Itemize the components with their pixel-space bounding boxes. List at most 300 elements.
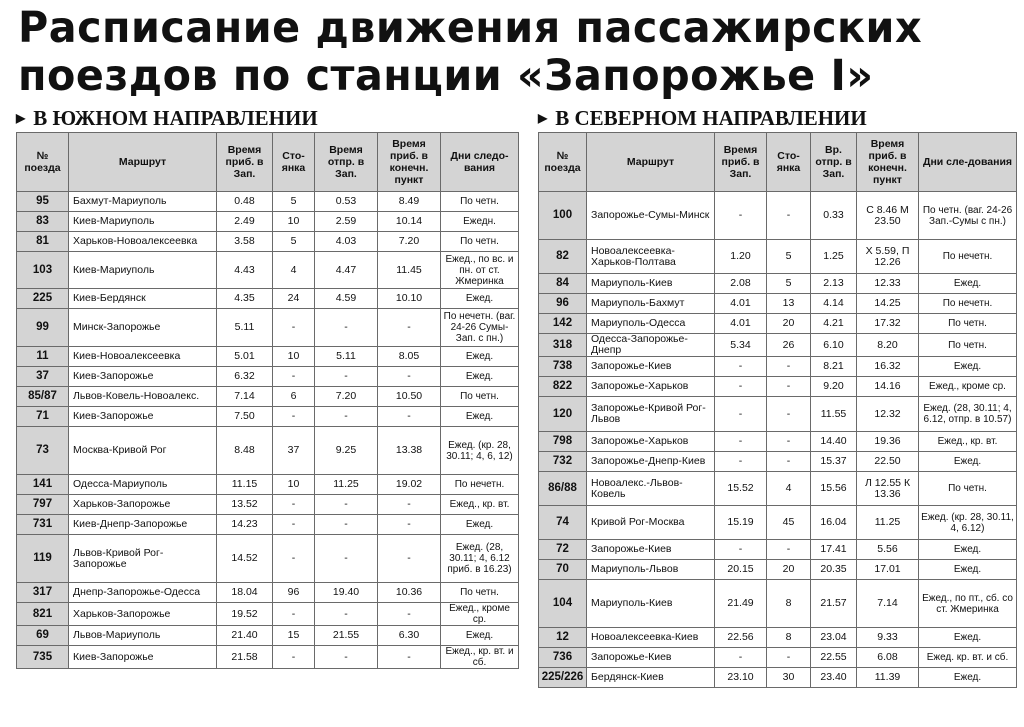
header-route: Маршрут	[69, 133, 217, 192]
cell-route: Харьков-Новоалексеевка	[69, 232, 217, 252]
cell-final-arrival-time: 14.16	[857, 377, 919, 397]
cell-route: Мариуполь-Одесса	[587, 314, 715, 334]
cell-arrival-time: 21.49	[715, 580, 767, 628]
cell-stop-duration: -	[767, 357, 811, 377]
table-row	[17, 515, 519, 535]
cell-stop-duration: -	[767, 192, 811, 240]
cell-days: Ежед.	[441, 367, 519, 387]
cell-departure-time: 23.04	[811, 628, 857, 648]
cell-route: Одесса-Мариуполь	[69, 475, 217, 495]
cell-stop-duration: 96	[273, 583, 315, 603]
cell-route: Запорожье-Кривой Рог-Львов	[587, 397, 715, 432]
header-days: Дни сле-дования	[919, 133, 1017, 192]
table-row	[17, 626, 519, 646]
cell-route: Днепр-Запорожье-Одесса	[69, 583, 217, 603]
cell-final-arrival-time: 8.05	[378, 347, 441, 367]
cell-days: По нечетн.	[919, 240, 1017, 274]
header-departure-time: Время отпр. в Зап.	[315, 133, 378, 192]
cell-departure-time: 9.25	[315, 427, 378, 475]
cell-train-number: 822	[539, 377, 587, 397]
table-row	[17, 475, 519, 495]
cell-train-number: 11	[17, 347, 69, 367]
cell-train-number: 12	[539, 628, 587, 648]
cell-arrival-time: 0.48	[217, 192, 273, 212]
cell-train-number: 72	[539, 540, 587, 560]
triangle-right-icon: ▶	[538, 111, 548, 125]
cell-stop-duration: 30	[767, 668, 811, 688]
cell-stop-duration: 10	[273, 212, 315, 232]
cell-days: Ежед., кр. вт.	[441, 495, 519, 515]
cell-stop-duration: 5	[767, 274, 811, 294]
cell-arrival-time: 2.08	[715, 274, 767, 294]
table-header-row	[539, 133, 1017, 192]
cell-route: Новоалекс.-Львов-Ковель	[587, 472, 715, 506]
cell-train-number: 69	[17, 626, 69, 646]
cell-train-number: 95	[17, 192, 69, 212]
cell-stop-duration: 26	[767, 334, 811, 357]
cell-stop-duration: -	[273, 515, 315, 535]
cell-train-number: 735	[17, 646, 69, 669]
title-line-2: поездов по станции «Запорожье I»	[18, 51, 874, 101]
cell-train-number: 71	[17, 407, 69, 427]
cell-days: Ежед. (28, 30.11; 4, 6.12 приб. в 16.23)	[441, 535, 519, 583]
cell-departure-time: -	[315, 646, 378, 669]
cell-stop-duration: -	[273, 535, 315, 583]
cell-final-arrival-time: 10.36	[378, 583, 441, 603]
south-heading	[16, 104, 518, 132]
cell-departure-time: -	[315, 367, 378, 387]
header-route: Маршрут	[587, 133, 715, 192]
cell-route: Запорожье-Днепр-Киев	[587, 452, 715, 472]
cell-departure-time: 11.55	[811, 397, 857, 432]
cell-route: Киев-Мариуполь	[69, 252, 217, 289]
cell-arrival-time: -	[715, 192, 767, 240]
cell-departure-time: 6.10	[811, 334, 857, 357]
cell-route: Новоалексеевка-Киев	[587, 628, 715, 648]
cell-days: Ежед., кроме ср.	[441, 603, 519, 626]
cell-route: Москва-Кривой Рог	[69, 427, 217, 475]
cell-train-number: 85/87	[17, 387, 69, 407]
cell-train-number: 317	[17, 583, 69, 603]
cell-route: Мариуполь-Киев	[587, 274, 715, 294]
cell-arrival-time: 14.52	[217, 535, 273, 583]
cell-stop-duration: 4	[767, 472, 811, 506]
cell-final-arrival-time: 16.32	[857, 357, 919, 377]
title-line-1: Расписание движения пассажирских	[18, 3, 923, 53]
cell-arrival-time: 5.11	[217, 309, 273, 347]
table-row	[17, 289, 519, 309]
cell-train-number: 119	[17, 535, 69, 583]
cell-route: Одесса-Запорожье-Днепр	[587, 334, 715, 357]
cell-final-arrival-time: -	[378, 367, 441, 387]
cell-stop-duration: 5	[767, 240, 811, 274]
cell-arrival-time: 21.58	[217, 646, 273, 669]
cell-departure-time: -	[315, 495, 378, 515]
cell-arrival-time: 2.49	[217, 212, 273, 232]
table-row	[539, 334, 1017, 357]
table-header-row	[17, 133, 519, 192]
cell-arrival-time: 22.56	[715, 628, 767, 648]
cell-final-arrival-time: 17.32	[857, 314, 919, 334]
cell-arrival-time: 4.01	[715, 314, 767, 334]
cell-stop-duration: 15	[273, 626, 315, 646]
south-direction-section	[16, 104, 518, 669]
cell-train-number: 736	[539, 648, 587, 668]
cell-train-number: 103	[17, 252, 69, 289]
cell-arrival-time: 13.52	[217, 495, 273, 515]
cell-route: Киев-Новоалексеевка	[69, 347, 217, 367]
cell-train-number: 70	[539, 560, 587, 580]
cell-stop-duration: 24	[273, 289, 315, 309]
cell-final-arrival-time: 6.30	[378, 626, 441, 646]
table-row	[539, 240, 1017, 274]
cell-train-number: 821	[17, 603, 69, 626]
cell-route: Мариуполь-Киев	[587, 580, 715, 628]
cell-final-arrival-time: 5.56	[857, 540, 919, 560]
south-heading-text: В ЮЖНОМ НАПРАВЛЕНИИ	[33, 106, 318, 130]
cell-final-arrival-time: -	[378, 535, 441, 583]
cell-departure-time: 2.59	[315, 212, 378, 232]
cell-days: Ежед., кроме ср.	[919, 377, 1017, 397]
cell-departure-time: -	[315, 407, 378, 427]
cell-stop-duration: -	[273, 407, 315, 427]
cell-stop-duration: 8	[767, 628, 811, 648]
cell-train-number: 798	[539, 432, 587, 452]
cell-train-number: 37	[17, 367, 69, 387]
cell-arrival-time: 5.01	[217, 347, 273, 367]
cell-departure-time: 4.59	[315, 289, 378, 309]
cell-train-number: 141	[17, 475, 69, 495]
cell-departure-time: 22.55	[811, 648, 857, 668]
table-row	[17, 192, 519, 212]
cell-train-number: 99	[17, 309, 69, 347]
south-schedule-table	[16, 132, 519, 669]
cell-train-number: 731	[17, 515, 69, 535]
cell-days: Ежед.	[919, 357, 1017, 377]
cell-days: По нечетн. (ваг. 24-26 Сумы-Зап. с пн.)	[441, 309, 519, 347]
table-row	[17, 252, 519, 289]
table-row	[17, 583, 519, 603]
cell-days: Ежед., кр. вт. и сб.	[441, 646, 519, 669]
cell-stop-duration: 5	[273, 192, 315, 212]
cell-final-arrival-time: 9.33	[857, 628, 919, 648]
cell-departure-time: 4.21	[811, 314, 857, 334]
cell-train-number: 142	[539, 314, 587, 334]
cell-days: По четн.	[441, 192, 519, 212]
cell-departure-time: 8.21	[811, 357, 857, 377]
page-title	[18, 4, 968, 100]
table-row	[539, 314, 1017, 334]
cell-departure-time: 1.25	[811, 240, 857, 274]
cell-days: Ежед.	[919, 274, 1017, 294]
table-row	[539, 192, 1017, 240]
cell-arrival-time: 18.04	[217, 583, 273, 603]
cell-arrival-time: -	[715, 377, 767, 397]
cell-arrival-time: 6.32	[217, 367, 273, 387]
table-row	[539, 472, 1017, 506]
table-row	[539, 397, 1017, 432]
cell-days: По четн. (ваг. 24-26 Зап.-Сумы с пн.)	[919, 192, 1017, 240]
table-row	[17, 309, 519, 347]
cell-days: Ежед.	[441, 407, 519, 427]
cell-days: По четн.	[919, 472, 1017, 506]
cell-stop-duration: -	[767, 377, 811, 397]
header-final-arrival-time: Время приб. в конечн. пункт	[857, 133, 919, 192]
cell-route: Запорожье-Киев	[587, 540, 715, 560]
cell-departure-time: -	[315, 535, 378, 583]
cell-departure-time: 4.14	[811, 294, 857, 314]
table-row	[17, 367, 519, 387]
cell-days: По четн.	[919, 314, 1017, 334]
cell-final-arrival-time: 13.38	[378, 427, 441, 475]
cell-departure-time: 9.20	[811, 377, 857, 397]
cell-stop-duration: 10	[273, 475, 315, 495]
cell-days: По нечетн.	[441, 475, 519, 495]
cell-train-number: 738	[539, 357, 587, 377]
cell-days: Ежед. (кр. 28, 30.11; 4, 6, 12)	[441, 427, 519, 475]
cell-route: Харьков-Запорожье	[69, 495, 217, 515]
cell-train-number: 797	[17, 495, 69, 515]
cell-final-arrival-time: 10.14	[378, 212, 441, 232]
cell-arrival-time: -	[715, 357, 767, 377]
cell-stop-duration: 13	[767, 294, 811, 314]
cell-final-arrival-time: -	[378, 309, 441, 347]
cell-stop-duration: -	[273, 367, 315, 387]
cell-stop-duration: -	[273, 309, 315, 347]
cell-stop-duration: 20	[767, 560, 811, 580]
cell-final-arrival-time: 7.20	[378, 232, 441, 252]
table-row	[17, 535, 519, 583]
cell-arrival-time: 15.19	[715, 506, 767, 540]
cell-days: Ежедн.	[441, 212, 519, 232]
cell-train-number: 83	[17, 212, 69, 232]
north-heading	[538, 104, 1016, 132]
cell-arrival-time: 1.20	[715, 240, 767, 274]
cell-train-number: 73	[17, 427, 69, 475]
cell-final-arrival-time: 10.10	[378, 289, 441, 309]
table-row	[539, 628, 1017, 648]
cell-days: Ежед.	[919, 452, 1017, 472]
cell-departure-time: 17.41	[811, 540, 857, 560]
cell-route: Киев-Запорожье	[69, 407, 217, 427]
cell-route: Киев-Днепр-Запорожье	[69, 515, 217, 535]
cell-final-arrival-time: -	[378, 515, 441, 535]
cell-arrival-time: -	[715, 432, 767, 452]
cell-route: Киев-Запорожье	[69, 367, 217, 387]
cell-arrival-time: 5.34	[715, 334, 767, 357]
cell-arrival-time: 7.14	[217, 387, 273, 407]
cell-days: Ежед.	[441, 289, 519, 309]
cell-departure-time: 11.25	[315, 475, 378, 495]
cell-train-number: 732	[539, 452, 587, 472]
cell-arrival-time: 21.40	[217, 626, 273, 646]
header-departure-time: Вр. отпр. в Зап.	[811, 133, 857, 192]
cell-departure-time: 21.55	[315, 626, 378, 646]
cell-train-number: 74	[539, 506, 587, 540]
north-heading-text: В СЕВЕРНОМ НАПРАВЛЕНИИ	[555, 106, 867, 130]
cell-days: Ежед.	[919, 668, 1017, 688]
cell-final-arrival-time: 11.45	[378, 252, 441, 289]
cell-days: Ежед.	[919, 540, 1017, 560]
cell-departure-time: 4.03	[315, 232, 378, 252]
cell-final-arrival-time: -	[378, 603, 441, 626]
cell-arrival-time: 3.58	[217, 232, 273, 252]
cell-stop-duration: -	[273, 646, 315, 669]
cell-departure-time: -	[315, 603, 378, 626]
table-row	[539, 580, 1017, 628]
table-row	[17, 347, 519, 367]
cell-days: По четн.	[441, 583, 519, 603]
table-row	[539, 377, 1017, 397]
cell-arrival-time: -	[715, 540, 767, 560]
cell-stop-duration: -	[767, 540, 811, 560]
cell-stop-duration: 4	[273, 252, 315, 289]
cell-final-arrival-time: 19.02	[378, 475, 441, 495]
cell-departure-time: 2.13	[811, 274, 857, 294]
cell-days: Ежед.	[441, 515, 519, 535]
cell-departure-time: -	[315, 515, 378, 535]
header-days: Дни следо-вания	[441, 133, 519, 192]
cell-departure-time: 5.11	[315, 347, 378, 367]
cell-days: Ежед.	[919, 560, 1017, 580]
cell-final-arrival-time: -	[378, 407, 441, 427]
cell-days: Ежед. кр. вт. и сб.	[919, 648, 1017, 668]
cell-stop-duration: -	[273, 495, 315, 515]
table-row	[17, 603, 519, 626]
table-row	[539, 357, 1017, 377]
table-row	[17, 407, 519, 427]
header-arrival-time: Время приб. в Зап.	[217, 133, 273, 192]
cell-final-arrival-time: Х 5.59, П 12.26	[857, 240, 919, 274]
cell-final-arrival-time: 11.25	[857, 506, 919, 540]
cell-stop-duration: -	[767, 452, 811, 472]
table-row	[539, 452, 1017, 472]
cell-stop-duration: 6	[273, 387, 315, 407]
table-row	[539, 294, 1017, 314]
cell-arrival-time: 19.52	[217, 603, 273, 626]
table-row	[539, 506, 1017, 540]
north-schedule-table	[538, 132, 1017, 688]
cell-departure-time: 4.47	[315, 252, 378, 289]
cell-route: Запорожье-Сумы-Минск	[587, 192, 715, 240]
cell-days: Ежед., по вс. и пн. от ст. Жмеринка	[441, 252, 519, 289]
cell-departure-time: 0.33	[811, 192, 857, 240]
north-direction-section	[538, 104, 1016, 688]
cell-stop-duration: 20	[767, 314, 811, 334]
triangle-right-icon: ▶	[16, 111, 26, 125]
table-row	[17, 232, 519, 252]
cell-stop-duration: 5	[273, 232, 315, 252]
cell-route: Запорожье-Киев	[587, 357, 715, 377]
table-row	[539, 432, 1017, 452]
cell-arrival-time: 23.10	[715, 668, 767, 688]
cell-final-arrival-time: 17.01	[857, 560, 919, 580]
cell-arrival-time: 8.48	[217, 427, 273, 475]
cell-days: По четн.	[919, 334, 1017, 357]
cell-final-arrival-time: 19.36	[857, 432, 919, 452]
table-row	[539, 560, 1017, 580]
cell-final-arrival-time: 8.49	[378, 192, 441, 212]
cell-route: Киев-Мариуполь	[69, 212, 217, 232]
cell-arrival-time: 4.43	[217, 252, 273, 289]
cell-arrival-time: 20.15	[715, 560, 767, 580]
cell-final-arrival-time: С 8.46 М 23.50	[857, 192, 919, 240]
cell-train-number: 86/88	[539, 472, 587, 506]
cell-train-number: 120	[539, 397, 587, 432]
cell-final-arrival-time: 8.20	[857, 334, 919, 357]
cell-stop-duration: 45	[767, 506, 811, 540]
cell-arrival-time: 4.01	[715, 294, 767, 314]
cell-arrival-time: 14.23	[217, 515, 273, 535]
cell-final-arrival-time: Л 12.55 К 13.36	[857, 472, 919, 506]
cell-final-arrival-time: 6.08	[857, 648, 919, 668]
table-row	[17, 427, 519, 475]
cell-stop-duration: 8	[767, 580, 811, 628]
cell-days: Ежед.	[441, 347, 519, 367]
table-row	[17, 495, 519, 515]
cell-departure-time: 16.04	[811, 506, 857, 540]
cell-route: Мариуполь-Бахмут	[587, 294, 715, 314]
cell-final-arrival-time: 10.50	[378, 387, 441, 407]
header-arrival-time: Время приб. в Зап.	[715, 133, 767, 192]
header-train-number: № поезда	[17, 133, 69, 192]
cell-departure-time: 14.40	[811, 432, 857, 452]
cell-route: Киев-Запорожье	[69, 646, 217, 669]
cell-departure-time: 7.20	[315, 387, 378, 407]
cell-arrival-time: -	[715, 397, 767, 432]
cell-departure-time: 15.56	[811, 472, 857, 506]
cell-route: Львов-Мариуполь	[69, 626, 217, 646]
cell-final-arrival-time: 14.25	[857, 294, 919, 314]
cell-route: Львов-Кривой Рог-Запорожье	[69, 535, 217, 583]
cell-stop-duration: -	[767, 432, 811, 452]
cell-route: Мариуполь-Львов	[587, 560, 715, 580]
cell-train-number: 96	[539, 294, 587, 314]
cell-route: Запорожье-Харьков	[587, 377, 715, 397]
cell-departure-time: 20.35	[811, 560, 857, 580]
cell-arrival-time: -	[715, 452, 767, 472]
cell-final-arrival-time: -	[378, 646, 441, 669]
cell-days: По четн.	[441, 387, 519, 407]
table-row	[17, 387, 519, 407]
cell-stop-duration: -	[273, 603, 315, 626]
cell-departure-time: 19.40	[315, 583, 378, 603]
cell-train-number: 225/226	[539, 668, 587, 688]
cell-stop-duration: -	[767, 397, 811, 432]
cell-route: Бахмут-Мариуполь	[69, 192, 217, 212]
cell-arrival-time: 15.52	[715, 472, 767, 506]
cell-route: Львов-Ковель-Новоалекс.	[69, 387, 217, 407]
cell-route: Киев-Бердянск	[69, 289, 217, 309]
cell-days: По четн.	[441, 232, 519, 252]
cell-stop-duration: 37	[273, 427, 315, 475]
table-row	[17, 212, 519, 232]
cell-route: Запорожье-Киев	[587, 648, 715, 668]
cell-train-number: 225	[17, 289, 69, 309]
cell-days: Ежед., по пт., сб. со ст. Жмеринка	[919, 580, 1017, 628]
cell-days: Ежед.	[441, 626, 519, 646]
cell-days: По нечетн.	[919, 294, 1017, 314]
cell-departure-time: 23.40	[811, 668, 857, 688]
cell-days: Ежед.	[919, 628, 1017, 648]
cell-train-number: 82	[539, 240, 587, 274]
cell-arrival-time: 7.50	[217, 407, 273, 427]
cell-route: Запорожье-Харьков	[587, 432, 715, 452]
cell-arrival-time: -	[715, 648, 767, 668]
cell-route: Новоалексеевка-Харьков-Полтава	[587, 240, 715, 274]
table-row	[539, 274, 1017, 294]
cell-train-number: 100	[539, 192, 587, 240]
